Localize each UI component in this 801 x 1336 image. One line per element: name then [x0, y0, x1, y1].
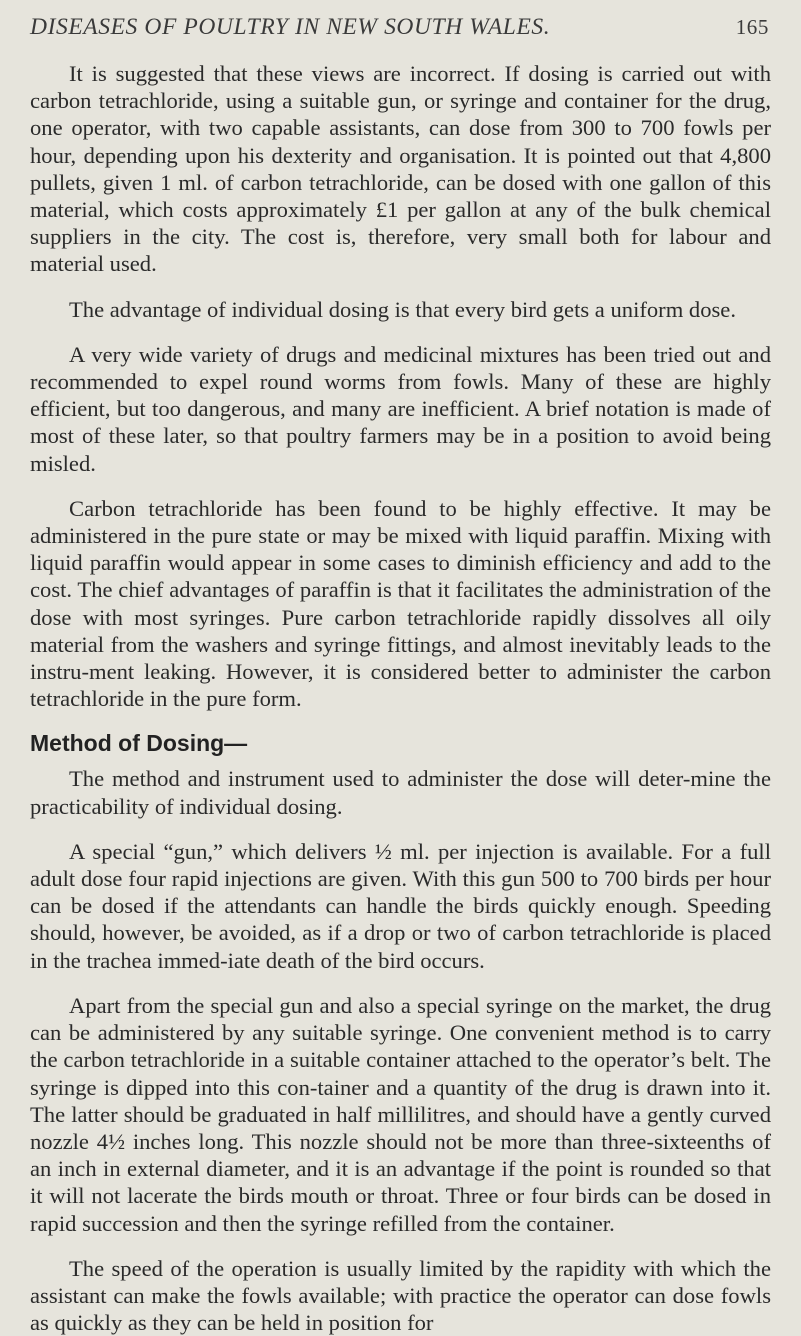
paragraph: It is suggested that these views are incorrect. If dosing is carried out with carbon tetrachloride, using a suitable gun, or syringe and container for the drug, one operator, with two capable assistants, can dose from 300 to 700 fowls per hour, depending upon his dexterity and organisation. It is pointed out that 4,800 pullets, given 1 ml. of carbon tetrachloride, can be dosed with one gallon of this material, which costs approximately £1 per gallon at any of the bulk chemical suppliers in the city. The cost is, therefore, very small both for labour and material used. — [30, 61, 771, 277]
page-number: 165 — [735, 15, 769, 39]
body-text — [30, 60, 771, 1336]
paragraph: A special “gun,” which delivers ½ ml. per injection is available. For a full adult dose four rapid injections are given. With this gun 500 to 700 birds per hour can be dosed if the attendants can handle the birds quickly enough. Speeding should, however, be avoided, as if a drop or two of carbon tetrachloride is placed in the trachea immed-iate death of the bird occurs. — [30, 838, 771, 973]
paragraph: Carbon tetrachloride has been found to be highly effective. It may be administered in the pure state or may be mixed with liquid paraffin. Mixing with liquid paraffin would appear in some cases to diminish efficiency and add to the cost. The chief advantages of paraffin is that it facilitates the administration of the dose with most syringes. Pure carbon tetrachloride rapidly dissolves all oily material from the washers and syringe fittings, and almost inevitably leads to the instru-ment leaking. However, it is considered better to administer the carbon tetrachloride in the pure form. — [30, 495, 771, 712]
paragraph: Apart from the special gun and also a special syringe on the market, the drug can be administered by any suitable syringe. One convenient method is to carry the carbon tetrachloride in a suitable container attached to the operator’s belt. The syringe is dipped into this con-tainer and a quantity of the drug is drawn into it. The latter should be graduated in half millilitres, and should have a gently curved nozzle 4½ inches long. This nozzle should not be more than three-sixteenths of an inch in external diameter, and it is an advantage if the point is rounded so that it will not lacerate the birds mouth or throat. Three or four birds can be dosed in rapid succession and then the syringe refilled from the container. — [30, 992, 771, 1236]
running-head-title: DISEASES OF POULTRY IN NEW SOUTH WALES. — [30, 14, 551, 40]
paragraph: The method and instrument used to administer the dose will deter-mine the practicability of individual dosing. — [30, 766, 771, 819]
paragraph: A very wide variety of drugs and medicinal mixtures has been tried out and recommended to expel round worms from fowls. Many of these are highly efficient, but too dangerous, and many are inefficient. A brief notation is made of most of these later, so that poultry farmers may be in a position to avoid being misled. — [30, 341, 771, 476]
paragraph: The advantage of individual dosing is that every bird gets a uniform dose. — [69, 296, 736, 322]
paragraph: The speed of the operation is usually limited by the rapidity with which the assistant can make the fowls available; with practice the operator can dose fowls as quickly as they can be held in position for — [30, 1255, 771, 1336]
section-heading: Method of Dosing— — [30, 730, 248, 757]
running-head — [30, 14, 771, 44]
